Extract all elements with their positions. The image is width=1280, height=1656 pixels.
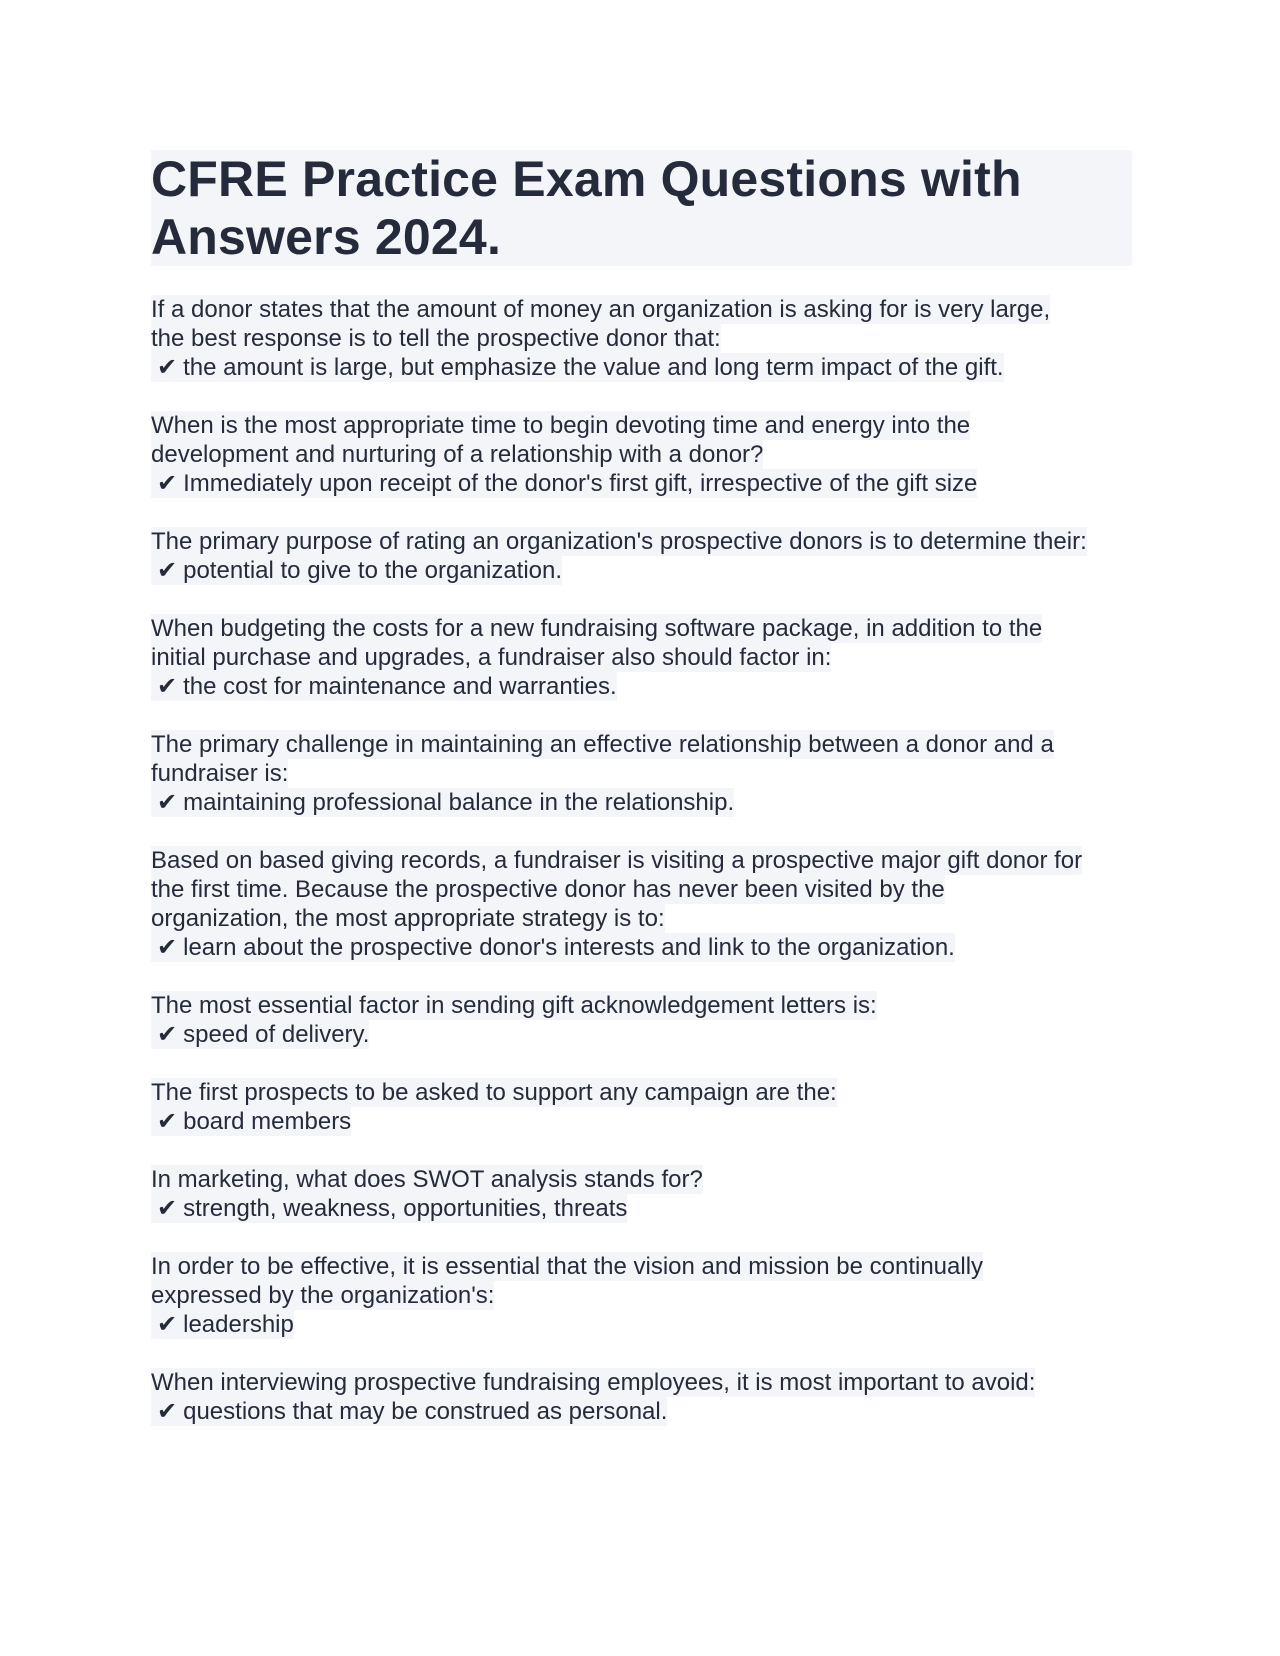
question-line: If a donor states that the amount of money an organization is asking for is very large, [151, 296, 1051, 323]
answer-text: the cost for maintenance and warranties. [183, 673, 617, 700]
qa-item [151, 846, 1136, 962]
document-page [151, 150, 1136, 1455]
question-line: When budgeting the costs for a new fundraising software package, in addition to the [151, 615, 1043, 642]
qa-item [151, 527, 1136, 585]
question-line: In marketing, what does SWOT analysis stands for? [151, 1166, 703, 1193]
answer-text: the amount is large, but emphasize the value and long term impact of the gift. [183, 354, 1004, 381]
title-line: Answers 2024. [151, 209, 502, 265]
qa-item [151, 614, 1136, 701]
question-line: expressed by the organization's: [151, 1282, 495, 1309]
answer-text: maintaining professional balance in the relationship. [183, 789, 735, 816]
checkmark-icon: ✔ [157, 934, 178, 961]
answer-text: board members [183, 1108, 352, 1135]
question-line: Based on based giving records, a fundraiser is visiting a prospective major gift donor for [151, 847, 1083, 874]
answer-text: potential to give to the organization. [183, 557, 563, 584]
qa-item [151, 295, 1136, 382]
answer-text: leadership [183, 1311, 294, 1338]
document-title [151, 150, 1132, 266]
answer-line [151, 1194, 627, 1223]
question-line: When interviewing prospective fundraising employees, it is most important to avoid: [151, 1369, 1036, 1396]
checkmark-icon: ✔ [157, 470, 178, 497]
answer-line [151, 1310, 294, 1339]
answer-text: speed of delivery. [183, 1021, 370, 1048]
qa-item [151, 991, 1136, 1049]
answer-text: Immediately upon receipt of the donor's first gift, irrespective of the gift size [183, 470, 978, 497]
answer-line [151, 353, 1004, 382]
question-line: fundraiser is: [151, 760, 289, 787]
checkmark-icon: ✔ [157, 354, 178, 381]
answer-line [151, 1397, 667, 1426]
qa-item [151, 1252, 1136, 1339]
question-line: The first prospects to be asked to support any campaign are the: [151, 1079, 837, 1106]
question-line: In order to be effective, it is essential that the vision and mission be continually [151, 1253, 984, 1280]
answer-text: strength, weakness, opportunities, threats [183, 1195, 628, 1222]
checkmark-icon: ✔ [157, 557, 178, 584]
answer-line [151, 1107, 351, 1136]
question-line: When is the most appropriate time to begin devoting time and energy into the [151, 412, 971, 439]
question-line: The primary challenge in maintaining an effective relationship between a donor and a [151, 731, 1054, 758]
question-line: The primary purpose of rating an organization's prospective donors is to determine their: [151, 528, 1087, 555]
answer-line [151, 1020, 369, 1049]
answer-line [151, 788, 734, 817]
checkmark-icon: ✔ [157, 673, 178, 700]
qa-item [151, 411, 1136, 498]
answer-line [151, 556, 562, 585]
qa-list [151, 295, 1136, 1426]
checkmark-icon: ✔ [157, 1108, 178, 1135]
checkmark-icon: ✔ [157, 1311, 178, 1338]
answer-line [151, 672, 617, 701]
answer-text: learn about the prospective donor's interests and link to the organization. [183, 934, 955, 961]
title-line: CFRE Practice Exam Questions with [151, 151, 1022, 207]
answer-line [151, 469, 977, 498]
qa-item [151, 1165, 1136, 1223]
checkmark-icon: ✔ [157, 1398, 178, 1425]
qa-item [151, 730, 1136, 817]
checkmark-icon: ✔ [157, 1195, 178, 1222]
question-line: the first time. Because the prospective donor has never been visited by the [151, 876, 945, 903]
checkmark-icon: ✔ [157, 789, 178, 816]
question-line: initial purchase and upgrades, a fundraiser also should factor in: [151, 644, 832, 671]
qa-item [151, 1368, 1136, 1426]
answer-text: questions that may be construed as personal. [183, 1398, 668, 1425]
checkmark-icon: ✔ [157, 1021, 178, 1048]
question-line: organization, the most appropriate strategy is to: [151, 905, 665, 932]
question-line: the best response is to tell the prospective donor that: [151, 325, 721, 352]
question-line: The most essential factor in sending gift acknowledgement letters is: [151, 992, 877, 1019]
question-line: development and nurturing of a relationship with a donor? [151, 441, 764, 468]
answer-line [151, 933, 955, 962]
qa-item [151, 1078, 1136, 1136]
